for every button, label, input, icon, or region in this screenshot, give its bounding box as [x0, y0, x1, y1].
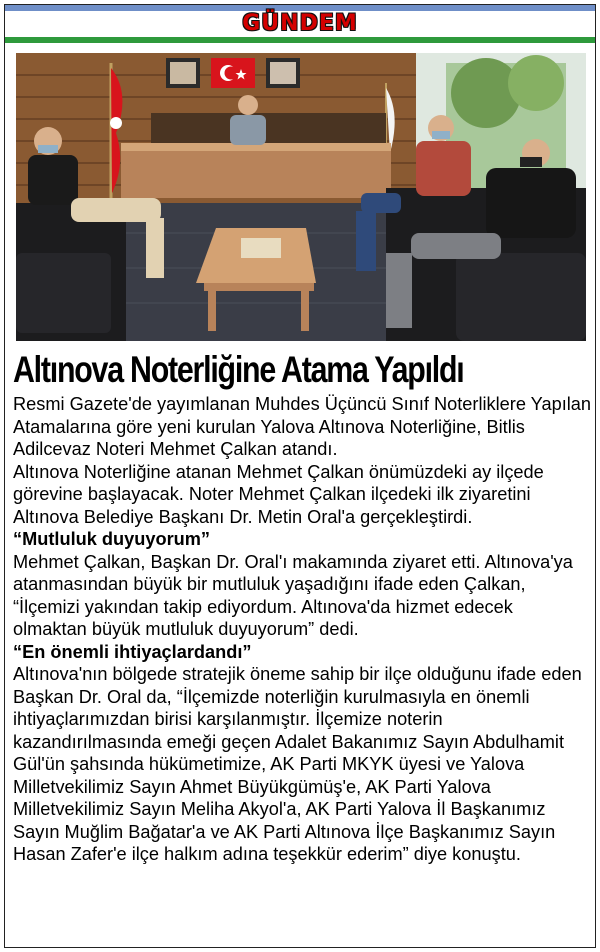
section-title: GÜNDEM	[242, 11, 358, 36]
article-paragraph: Mehmet Çalkan, Başkan Dr. Oral'ı makamında ziyaret etti. Altınova'ya atanmasından büyük bir mutluluk yaşadığını ifade eden Çalkan, “İlçemizi yakından takip ediyordum. Altınova'da hizmet edecek olmaktan büyük mutluluk duyuyorum” dedi.	[13, 551, 573, 639]
article-paragraph: Altınova'nın bölgede stratejik öneme sahip bir ilçe olduğunu ifade eden Başkan Dr. Oral da, “İlçemizde noterliğin kurulmasıyla en önemli ihtiyaçlarımızdan birisi karşılanmıştır. İlçemize noterin kazandırılmasında emeği geçen Adalet Bakanımız Sayın Abdulhamit Gül'ün şahsında hükümetimize, AK Parti MKYK üyesi ve Yalova Milletvekilimiz Sayın Ahmet Büyükgümüş'e, AK Parti Yalova Milletvekilimiz Sayın Meliha Akyol'a, AK Parti Yalova İl Başkanımız Sayın Muğlim Bağatar'a ve AK Parti Altınova İlçe Başkanımız Sayın Hasan Zafer'e ilçe halkım adına teşekkür ederim” diye konuştu.	[13, 664, 582, 864]
article-headline: Altınova Noterliğine Atama Yapıldı	[13, 349, 464, 390]
article-subheading: “En önemli ihtiyaçlardandı”	[13, 641, 252, 662]
article-paragraph: Altınova Noterliğine atanan Mehmet Çalkan önümüzdeki ay ilçede görevine başlayacak. Noter Mehmet Çalkan ilçedeki ilk ziyaretini Altınova Belediye Başkanı Dr. Metin Oral'a gerçekleştirdi.	[13, 461, 544, 527]
news-clipping	[4, 4, 596, 948]
section-header	[5, 5, 595, 43]
news-photo	[16, 53, 586, 341]
article-subheading: “Mutluluk duyuyorum”	[13, 529, 211, 549]
article-body	[13, 393, 591, 866]
article-paragraph: Resmi Gazete'de yayımlanan Muhdes Üçüncü Sınıf Noterliklere Yapılan Atamalarına göre yeni kurulan Yalova Altınova Noterliğine, Bitlis Adilcevaz Noteri Mehmet Çalkan atandı.	[13, 394, 592, 459]
